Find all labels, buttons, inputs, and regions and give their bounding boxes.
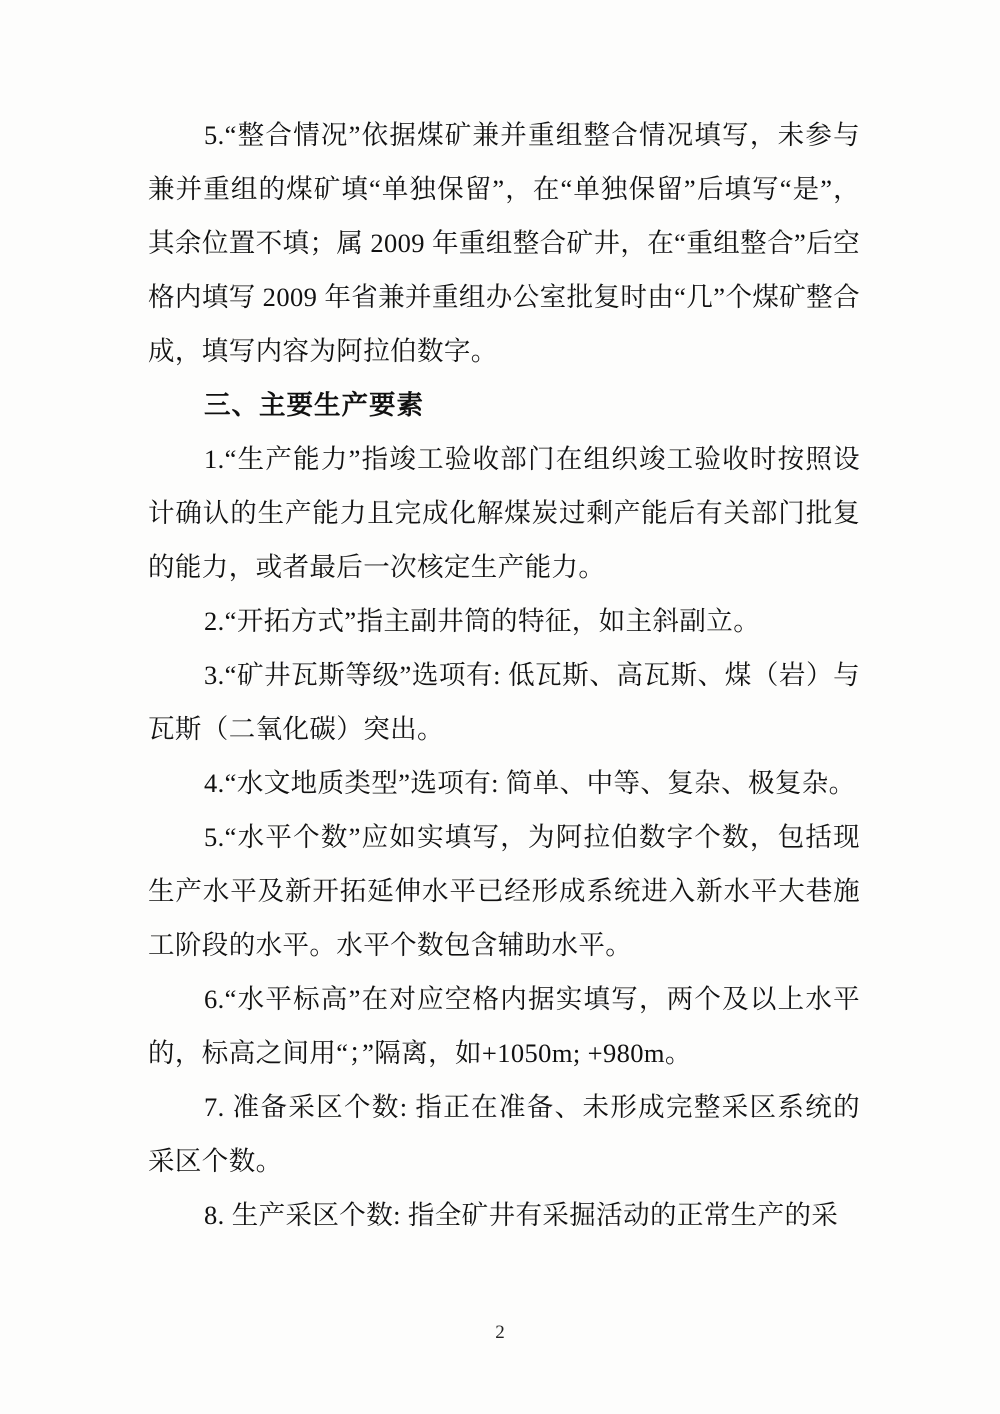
- paragraph-level-count: 5.“水平个数”应如实填写，为阿拉伯数字个数，包括现生产水平及新开拓延伸水平已经形成系统进入新水平大巷施工阶段的水平。水平个数包含辅助水平。: [148, 822, 860, 960]
- paragraph-prepared-district-count: 7. 准备采区个数: 指正在准备、未形成完整采区系统的采区个数。: [148, 1092, 860, 1176]
- paragraph-development-mode: 2.“开拓方式”指主副井筒的特征，如主斜副立。: [204, 606, 761, 636]
- paragraph-level-elevation: 6.“水平标高”在对应空格内据实填写，两个及以上水平的，标高之间用“；”隔离，如+1050m; +980m。: [148, 984, 860, 1068]
- paragraph-hydrogeology-type: 4.“水文地质类型”选项有: 简单、中等、复杂、极复杂。: [204, 768, 856, 798]
- paragraph-mine-gas-grade: 3.“矿井瓦斯等级”选项有: 低瓦斯、高瓦斯、煤（岩）与瓦斯（二氧化碳）突出。: [148, 660, 860, 744]
- document-body: [148, 108, 860, 1242]
- paragraph-integration-status: 5.“整合情况”依据煤矿兼并重组整合情况填写，未参与兼并重组的煤矿填“单独保留”，在“单独保留”后填写“是”，其余位置不填；属 2009 年重组整合矿井，在“重组整合”后空格内填写 2009 年省兼并重组办公室批复时由“几”个煤矿整合成，填写内容为阿拉伯数字。: [148, 120, 860, 366]
- paragraph-production-capacity: 1.“生产能力”指竣工验收部门在组织竣工验收时按照设计确认的生产能力且完成化解煤炭过剩产能后有关部门批复的能力，或者最后一次核定生产能力。: [148, 444, 860, 582]
- paragraph-production-district-count: 8. 生产采区个数: 指全矿井有采掘活动的正常生产的采: [204, 1200, 839, 1230]
- section-heading-main-production-factors: 三、主要生产要素: [204, 390, 424, 420]
- page-number: 2: [495, 1322, 505, 1343]
